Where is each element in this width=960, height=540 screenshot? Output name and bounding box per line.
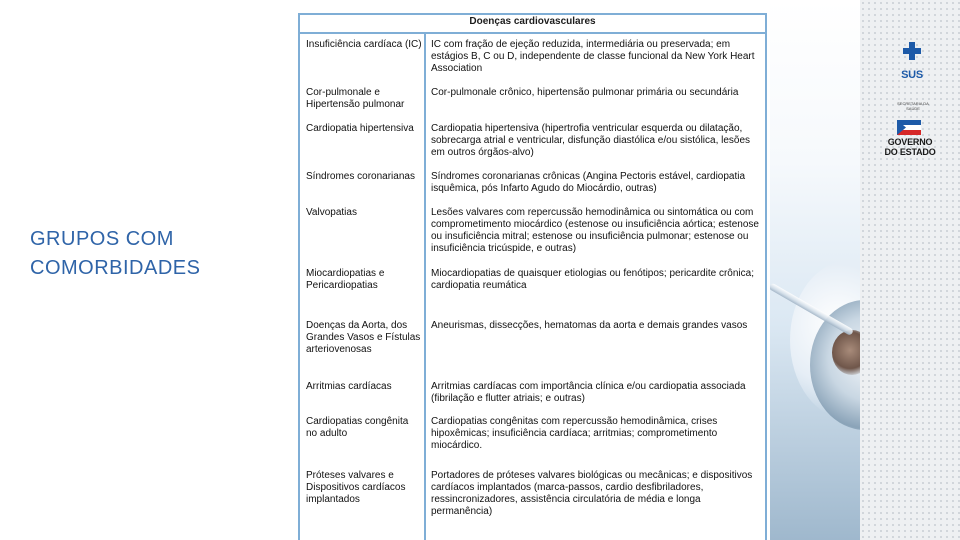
description-cell: Aneurismas, dissecções, hematomas da aorta e demais grandes vasos	[431, 320, 748, 331]
condition-cell: Arritmias cardíacas	[306, 381, 392, 392]
description-cell: Cor-pulmonale crônico, hipertensão pulmonar primária ou secundária	[431, 87, 739, 98]
slide-title-line-2: COMORBIDADES	[30, 257, 201, 279]
description-cell: Miocardiopatias de quaisquer etiologias ou fenótipos; pericardite crônica; cardiopatia reumática	[431, 268, 754, 291]
state-flag-icon	[897, 120, 921, 135]
sus-label: SUS	[901, 69, 923, 81]
condition-cell: Próteses valvares e Dispositivos cardíacos implantados	[306, 470, 406, 505]
condition-cell: Cor-pulmonale e Hipertensão pulmonar	[306, 87, 405, 110]
description-cell: Cardiopatia hipertensiva (hipertrofia ventricular esquerda ou dilatação, sobrecarga atrial e ventricular, disfunção diastólica e/ou sistólica, lesões em outros órgãos-alvo)	[431, 123, 751, 158]
description-cell: Lesões valvares com repercussão hemodinâmica ou sintomática ou com comprometimento miocárdico (estenose ou insuficiência aórtica; estenose ou insuficiência mitral; estenose ou insuficiência pulmonar; estenose ou insuficiência tricúspide, e outras)	[431, 207, 759, 254]
description-cell: IC com fração de ejeção reduzida, intermediária ou preservada; em estágios B, C ou D, independente de classe funcional da New York Heart Association	[431, 39, 755, 74]
condition-cell: Cardiopatia hipertensiva	[306, 123, 414, 134]
vaccine-photo	[770, 0, 860, 540]
condition-cell: Doenças da Aorta, dos Grandes Vasos e Fístulas arteriovenosas	[306, 320, 421, 355]
description-cell: Arritmias cardíacas com importância clínica e/ou cardiopatia associada (fibrilação e flutter atriais; e outras)	[431, 381, 746, 404]
government-logo	[880, 120, 940, 160]
condition-cell: Cardiopatias congênita no adulto	[306, 416, 409, 439]
condition-cell: Miocardiopatias e Pericardiopatias	[306, 268, 385, 291]
gov-line-1: GOVERNO	[887, 137, 933, 147]
slide-title	[30, 225, 280, 283]
sus-tagline: SECRETARIA DA SAÚDE	[897, 101, 929, 111]
sus-cross-icon	[903, 42, 921, 60]
slide-title-line-1: GRUPOS COM	[30, 228, 174, 250]
condition-cell: Valvopatias	[306, 207, 357, 218]
sus-logo	[897, 40, 927, 90]
column-divider	[424, 32, 426, 540]
condition-cell: Síndromes coronarianas	[306, 171, 415, 182]
description-cell: Portadores de próteses valvares biológicas ou mecânicas; e dispositivos cardíacos implantados (marca-passos, cardio desfibriladores, ressincronizadores, assistência circulatória de média e longa permanência)	[431, 470, 753, 517]
description-cell: Cardiopatias congênitas com repercussão hemodinâmica, crises hipoxêmicas; insuficiência cardíaca; arritmias; comprometimento miocárdico.	[431, 416, 718, 451]
gov-line-2: DO ESTADO	[884, 147, 936, 157]
cardiovascular-diseases-table	[298, 13, 767, 540]
government-label	[880, 137, 940, 157]
description-cell: Síndromes coronarianas crônicas (Angina Pectoris estável, cardiopatia isquêmica, pós Infarto Agudo do Miocárdio, outras)	[431, 171, 746, 194]
table-header: Doenças cardiovasculares	[300, 15, 765, 34]
condition-cell: Insuficiência cardíaca (IC)	[306, 39, 422, 50]
